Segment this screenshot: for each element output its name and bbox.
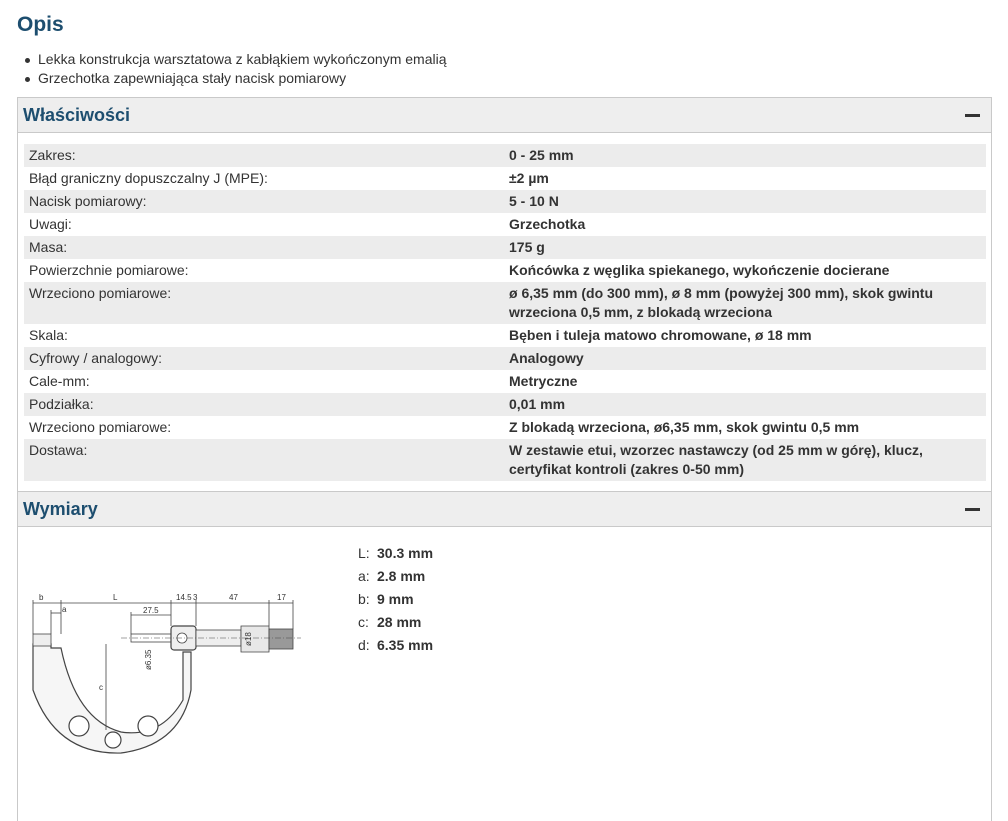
- diagram-label-c: c: [99, 683, 103, 692]
- opis-bullet: Grzechotka zapewniająca stały nacisk pomiarowy: [24, 69, 447, 88]
- dimension-key: b:: [358, 591, 370, 607]
- property-value: ±2 µm: [509, 170, 549, 186]
- property-label: Wrzeciono pomiarowe:: [24, 282, 504, 324]
- table-row: [24, 393, 986, 416]
- dimension-item: [358, 634, 433, 657]
- dimension-value: 6.35 mm: [377, 637, 434, 653]
- property-value: 0,01 mm: [504, 393, 986, 416]
- dimensions-title: Wymiary: [23, 499, 98, 519]
- dimension-value: 9 mm: [377, 591, 414, 607]
- table-row: [24, 439, 986, 481]
- dimension-key: a:: [358, 568, 370, 584]
- collapse-minus-icon[interactable]: [965, 508, 980, 511]
- property-value: W zestawie etui, wzorzec nastawczy (od 25 mm w górę), klucz, certyfikat kontroli (zakres 0-50 mm): [504, 439, 986, 481]
- dimension-value: 2.8 mm: [377, 568, 426, 584]
- properties-header[interactable]: [18, 98, 991, 133]
- diagram-label-3: 3: [193, 593, 198, 602]
- table-row: [24, 416, 986, 439]
- table-row: [24, 167, 986, 190]
- property-label: Skala:: [29, 327, 68, 343]
- property-value: 5 - 10 N: [504, 190, 986, 213]
- property-label: Dostawa:: [24, 439, 504, 481]
- table-row: [24, 259, 986, 282]
- dimension-key: c:: [358, 614, 369, 630]
- dimensions-header[interactable]: [18, 492, 991, 527]
- properties-panel: [17, 97, 992, 491]
- dimension-item: [358, 565, 433, 588]
- diagram-label-a: a: [62, 605, 67, 614]
- dimension-item: [358, 611, 433, 634]
- table-row: [24, 370, 986, 393]
- property-label: Cyfrowy / analogowy:: [24, 347, 504, 370]
- property-label: Nacisk pomiarowy:: [24, 190, 504, 213]
- opis-bullet: Lekka konstrukcja warsztatowa z kabłąkiem wykończonym emalią: [24, 50, 447, 69]
- property-value: Z blokadą wrzeciona, ø6,35 mm, skok gwintu 0,5 mm: [509, 419, 860, 435]
- properties-title: Właściwości: [23, 105, 131, 125]
- property-label: Zakres:: [24, 144, 504, 167]
- property-value: Bęben i tuleja matowo chromowane, ø 18 mm: [509, 327, 812, 343]
- dimensions-panel: [17, 491, 992, 821]
- dimension-key: d:: [358, 637, 370, 653]
- dimension-item: [358, 588, 433, 611]
- table-row: [24, 282, 986, 324]
- table-row: [24, 236, 986, 259]
- collapse-minus-icon[interactable]: [965, 114, 980, 117]
- table-row: [24, 213, 986, 236]
- dimension-key: L:: [358, 545, 370, 561]
- dimension-value: 30.3 mm: [377, 545, 434, 561]
- diagram-label-d635: ø6.35: [144, 649, 153, 670]
- property-value: 175 g: [504, 236, 986, 259]
- diagram-label-14-5: 14.5: [176, 593, 192, 602]
- property-label: Wrzeciono pomiarowe:: [29, 419, 172, 435]
- diagram-label-27-5: 27.5: [143, 606, 159, 615]
- dimension-item: [358, 542, 433, 565]
- table-row: [24, 347, 986, 370]
- dimension-value: 28 mm: [377, 614, 422, 630]
- dimensions-list: [358, 542, 433, 657]
- properties-table: [24, 144, 986, 481]
- property-value: Metryczne: [509, 373, 578, 389]
- opis-list: [24, 50, 447, 88]
- diagram-label-b: b: [39, 593, 44, 602]
- property-label: Masa:: [24, 236, 504, 259]
- property-value: Końcówka z węglika spiekanego, wykończenie docierane: [509, 262, 890, 278]
- diagram-label-47: 47: [229, 593, 238, 602]
- property-label: Cale-mm:: [29, 373, 90, 389]
- micrometer-diagram: [21, 540, 311, 780]
- property-label: Podziałka:: [24, 393, 504, 416]
- opis-title: Opis: [17, 13, 64, 36]
- property-label: Powierzchnie pomiarowe:: [29, 262, 189, 278]
- property-label: Błąd graniczny dopuszczalny J (MPE):: [29, 170, 268, 186]
- diagram-label-d18: ø18: [244, 632, 253, 646]
- diagram-label-L: L: [113, 593, 118, 602]
- table-row: [24, 190, 986, 213]
- property-value: Grzechotka: [509, 216, 586, 232]
- property-value: ø 6,35 mm (do 300 mm), ø 8 mm (powyżej 300 mm), skok gwintu wrzeciona 0,5 mm, z blokadą wrzeciona: [504, 282, 986, 324]
- table-row: [24, 144, 986, 167]
- property-value: 0 - 25 mm: [504, 144, 986, 167]
- table-row: [24, 324, 986, 347]
- diagram-label-17: 17: [277, 593, 286, 602]
- property-value: Analogowy: [504, 347, 986, 370]
- property-label: Uwagi:: [29, 216, 72, 232]
